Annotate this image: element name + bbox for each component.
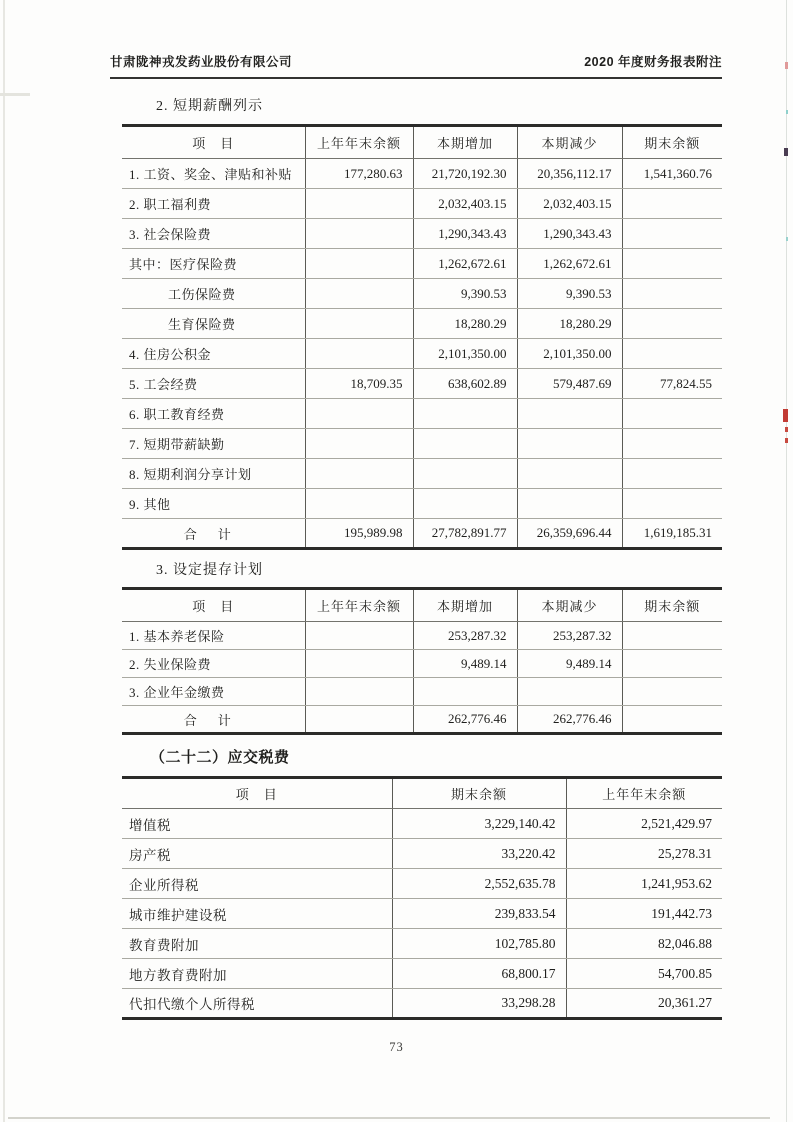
column-header: 本期减少 <box>517 126 622 159</box>
item-label: 1. 工资、奖金、津贴和补贴 <box>122 159 305 189</box>
header-row <box>122 589 722 622</box>
item-label: 2. 职工福利费 <box>122 189 305 219</box>
table-row <box>122 489 722 519</box>
item-label: 合 计 <box>122 519 305 549</box>
table-body <box>122 622 722 734</box>
amount-cell <box>622 678 722 706</box>
amount-cell: 1,262,672.61 <box>413 249 517 279</box>
table-row <box>122 369 722 399</box>
document-title: 2020 年度财务报表附注 <box>584 55 722 69</box>
amount-cell <box>622 650 722 678</box>
amount-cell <box>305 309 413 339</box>
amount-cell <box>622 706 722 734</box>
amount-cell: 2,032,403.15 <box>413 189 517 219</box>
amount-cell <box>413 678 517 706</box>
amount-cell <box>305 429 413 459</box>
amount-cell <box>622 489 722 519</box>
amount-cell: 191,442.73 <box>566 899 722 929</box>
item-label: 3. 社会保险费 <box>122 219 305 249</box>
amount-cell: 33,220.42 <box>392 839 566 869</box>
amount-cell: 102,785.80 <box>392 929 566 959</box>
amount-cell: 253,287.32 <box>413 622 517 650</box>
amount-cell: 9,489.14 <box>413 650 517 678</box>
table-row <box>122 459 722 489</box>
table-row <box>122 869 722 899</box>
item-label: 5. 工会经费 <box>122 369 305 399</box>
scan-edge-left <box>3 0 5 1122</box>
item-label: 工伤保险费 <box>122 279 305 309</box>
scan-edge-right <box>786 0 787 1122</box>
amount-cell: 9,390.53 <box>413 279 517 309</box>
amount-cell <box>622 309 722 339</box>
scan-artifact-red-dot <box>785 427 788 432</box>
amount-cell <box>622 189 722 219</box>
amount-cell <box>305 650 413 678</box>
taxes-payable-table <box>122 776 722 1020</box>
item-label: 房产税 <box>122 839 392 869</box>
amount-cell <box>622 219 722 249</box>
amount-cell: 9,489.14 <box>517 650 622 678</box>
amount-cell: 33,298.28 <box>392 989 566 1019</box>
amount-cell <box>517 678 622 706</box>
column-header: 上年年末余额 <box>305 126 413 159</box>
table-row <box>122 839 722 869</box>
amount-cell: 68,800.17 <box>392 959 566 989</box>
table-row <box>122 429 722 459</box>
table-row <box>122 650 722 678</box>
amount-cell: 579,487.69 <box>517 369 622 399</box>
column-header: 期末余额 <box>392 778 566 809</box>
amount-cell: 1,619,185.31 <box>643 525 712 540</box>
amount-cell: 2,521,429.97 <box>566 809 722 839</box>
table-row <box>122 399 722 429</box>
total-row <box>122 706 722 734</box>
amount-cell: 3,229,140.42 <box>392 809 566 839</box>
amount-cell <box>305 279 413 309</box>
table-row <box>122 189 722 219</box>
item-label: 合 计 <box>122 706 305 734</box>
amount-cell: 82,046.88 <box>566 929 722 959</box>
amount-cell: 77,824.55 <box>622 369 722 399</box>
amount-cell <box>622 459 722 489</box>
column-header: 上年年末余额 <box>305 589 413 622</box>
amount-cell <box>622 339 722 369</box>
table-body <box>122 809 722 1019</box>
table-header <box>122 589 722 622</box>
table-row <box>122 989 722 1019</box>
table-row <box>122 809 722 839</box>
amount-cell: 1,241,953.62 <box>566 869 722 899</box>
amount-cell <box>517 459 622 489</box>
amount-cell <box>413 399 517 429</box>
column-header: 期末余额 <box>622 589 722 622</box>
amount-cell: 1,541,360.76 <box>622 159 722 189</box>
amount-cell <box>517 429 622 459</box>
amount-cell: 20,356,112.17 <box>517 159 622 189</box>
amount-cell: 20,361.27 <box>658 995 712 1010</box>
table-row <box>122 929 722 959</box>
amount-cell: 177,280.63 <box>305 159 413 189</box>
scan-smudge <box>0 93 30 96</box>
document-header <box>110 52 722 79</box>
column-header: 项 目 <box>122 126 305 159</box>
amount-cell: 2,101,350.00 <box>517 339 622 369</box>
amount-cell <box>305 339 413 369</box>
table-body <box>122 159 722 549</box>
defined-contribution-table <box>122 587 722 735</box>
scan-artifact-pink-mark <box>785 62 788 69</box>
amount-cell <box>305 189 413 219</box>
amount-cell: 1,262,672.61 <box>517 249 622 279</box>
section-title-short-term-compensation: 2. 短期薪酬列示 <box>156 99 263 114</box>
amount-cell: 262,776.46 <box>517 706 622 734</box>
section-title-taxes-payable: （二十二）应交税费 <box>150 749 290 766</box>
table-row <box>122 899 722 929</box>
table-row <box>122 279 722 309</box>
amount-cell <box>305 459 413 489</box>
table-row <box>122 622 722 650</box>
item-label: 9. 其他 <box>122 489 305 519</box>
header-row <box>122 778 722 809</box>
amount-cell: 27,782,891.77 <box>413 519 517 549</box>
amount-cell: 262,776.46 <box>413 706 517 734</box>
column-header: 本期增加 <box>413 589 517 622</box>
amount-cell: 26,359,696.44 <box>517 519 622 549</box>
amount-cell <box>305 489 413 519</box>
column-header: 本期增加 <box>413 126 517 159</box>
table-row <box>122 249 722 279</box>
amount-cell: 1,290,343.43 <box>517 219 622 249</box>
item-label: 城市维护建设税 <box>122 899 392 929</box>
amount-cell <box>517 489 622 519</box>
table-header <box>122 126 722 159</box>
amount-cell <box>305 678 413 706</box>
amount-cell <box>622 622 722 650</box>
item-label: 3. 企业年金缴费 <box>122 678 305 706</box>
amount-cell: 18,709.35 <box>305 369 413 399</box>
amount-cell: 638,602.89 <box>413 369 517 399</box>
item-label: 8. 短期利润分享计划 <box>122 459 305 489</box>
column-header: 期末余额 <box>622 126 722 159</box>
scan-edge-bottom <box>8 1117 770 1119</box>
amount-cell: 1,290,343.43 <box>413 219 517 249</box>
table-row <box>122 959 722 989</box>
amount-cell: 253,287.32 <box>517 622 622 650</box>
short-term-compensation-table <box>122 124 722 550</box>
item-label: 6. 职工教育经费 <box>122 399 305 429</box>
column-header: 项 目 <box>122 778 392 809</box>
amount-cell: 2,032,403.15 <box>517 189 622 219</box>
scan-artifact-red-dot <box>785 438 788 443</box>
amount-cell: 18,280.29 <box>517 309 622 339</box>
scan-artifact-cyan-dot <box>786 110 788 114</box>
amount-cell: 2,552,635.78 <box>392 869 566 899</box>
amount-cell <box>413 489 517 519</box>
column-header: 上年年末余额 <box>566 778 722 809</box>
amount-cell <box>413 429 517 459</box>
item-label: 增值税 <box>122 809 392 839</box>
item-label: 地方教育费附加 <box>122 959 392 989</box>
amount-cell: 9,390.53 <box>517 279 622 309</box>
item-label: 1. 基本养老保险 <box>122 622 305 650</box>
amount-cell: 195,989.98 <box>305 519 413 549</box>
scan-artifact-red-dash <box>783 409 788 422</box>
item-label: 其中：医疗保险费 <box>122 249 305 279</box>
table-row <box>122 159 722 189</box>
amount-cell <box>622 249 722 279</box>
amount-cell <box>305 249 413 279</box>
header-row <box>122 126 722 159</box>
amount-cell: 18,280.29 <box>413 309 517 339</box>
amount-cell <box>305 219 413 249</box>
table-row <box>122 339 722 369</box>
section-title-defined-contribution: 3. 设定提存计划 <box>156 563 263 578</box>
table-row <box>122 309 722 339</box>
amount-cell <box>305 706 413 734</box>
column-header: 本期减少 <box>517 589 622 622</box>
item-label: 教育费附加 <box>122 929 392 959</box>
item-label: 生育保险费 <box>122 309 305 339</box>
amount-cell <box>517 399 622 429</box>
table-header <box>122 778 722 809</box>
column-header: 项 目 <box>122 589 305 622</box>
amount-cell <box>413 459 517 489</box>
amount-cell: 21,720,192.30 <box>413 159 517 189</box>
amount-cell <box>305 399 413 429</box>
table-row <box>122 678 722 706</box>
amount-cell <box>622 399 722 429</box>
item-label: 7. 短期带薪缺勤 <box>122 429 305 459</box>
item-label: 企业所得税 <box>122 869 392 899</box>
company-name: 甘肃陇神戎发药业股份有限公司 <box>110 55 293 69</box>
amount-cell: 239,833.54 <box>392 899 566 929</box>
scan-artifact-cyan-dot <box>786 237 788 241</box>
amount-cell <box>305 622 413 650</box>
total-row <box>122 519 722 549</box>
item-label: 代扣代缴个人所得税 <box>122 989 392 1019</box>
amount-cell <box>622 279 722 309</box>
page-number: 73 <box>389 1040 404 1054</box>
table-row <box>122 219 722 249</box>
amount-cell: 25,278.31 <box>566 839 722 869</box>
item-label: 2. 失业保险费 <box>122 650 305 678</box>
amount-cell: 54,700.85 <box>566 959 722 989</box>
amount-cell: 2,101,350.00 <box>413 339 517 369</box>
amount-cell <box>622 429 722 459</box>
scan-artifact-dark-tick <box>784 148 788 156</box>
item-label: 4. 住房公积金 <box>122 339 305 369</box>
